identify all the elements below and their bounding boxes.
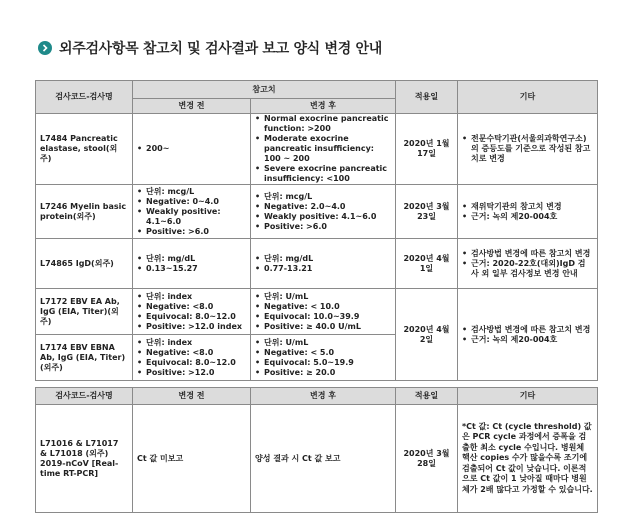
list-item: • 단위: U/mL — [264, 292, 391, 302]
header-after: 변경 후 — [251, 99, 396, 114]
list-item: • Negative: < 5.0 — [264, 348, 391, 358]
header-etc: 기타 — [458, 81, 598, 114]
row-code: L7246 Myelin basic protein(외주) — [36, 185, 133, 239]
list-item: • Normal exocrine pancreatic function: >200 — [264, 114, 391, 134]
list-item: • Positive: >6.0 — [146, 227, 246, 237]
chevron-right-icon — [38, 41, 52, 55]
table-row — [36, 405, 598, 513]
list-item: • 근거: 녹의 제20-004호 — [471, 212, 593, 222]
list-item: • 재위탁기관의 참고치 변경 — [471, 202, 593, 212]
list-item: • Equivocal: 8.0~12.0 — [146, 358, 246, 368]
list-item: • Equivocal: 5.0~19.9 — [264, 358, 391, 368]
header-date: 적용일 — [396, 388, 458, 405]
list-item: • Positive: ≥ 40.0 U/mL — [264, 322, 391, 332]
list-item: • Severe exocrine pancreatic insufficiency: <100 — [264, 164, 391, 184]
list-item: • 단위: index — [146, 338, 246, 348]
row-etc: *Ct 값: Ct (cycle threshold) 값은 PCR cycle 과정에서 증폭을 검출한 최소 cycle 수입니다. 병원체 핵산 copies 수가 많을수록 조기에 검출되어 Ct 값이 낮습니다. 이론적으로 Ct 값이 1 낮아질 때마다 병원체가 2배 많다고 가정할 수 있습니다. — [458, 405, 598, 513]
row-after — [251, 239, 396, 289]
row-code: L7174 EBV EBNA Ab, IgG (EIA, Titer)(외주) — [36, 335, 133, 381]
row-after: 양성 결과 시 Ct 값 보고 — [251, 405, 396, 513]
table-row — [36, 289, 598, 335]
row-after — [251, 185, 396, 239]
list-item: • Equivocal: 10.0~39.9 — [264, 312, 391, 322]
list-item: • 200~ — [146, 144, 246, 154]
list-item: • Positive: ≥ 20.0 — [264, 368, 391, 378]
list-item: • Negative: 2.0~4.0 — [264, 202, 391, 212]
row-code: L71016 & L71017 & L71018 (외주) 2019-nCoV [Real-time RT-PCR] — [36, 405, 133, 513]
table-header-row — [36, 388, 598, 405]
row-before — [133, 239, 251, 289]
list-item: • Positive: >6.0 — [264, 222, 391, 232]
list-item: • 단위: mcg/L — [264, 192, 391, 202]
row-before: Ct 값 미보고 — [133, 405, 251, 513]
list-item: • Equivocal: 8.0~12.0 — [146, 312, 246, 322]
report-format-change-table — [35, 387, 598, 513]
page-title-row — [38, 36, 382, 60]
row-code: L7484 Pancreatic elastase, stool(외주) — [36, 114, 133, 185]
row-after — [251, 289, 396, 335]
list-item: • 단위: mcg/L — [146, 187, 246, 197]
list-item: • Positive: >12.0 — [146, 368, 246, 378]
header-after: 변경 후 — [251, 388, 396, 405]
row-date: 2020년 4월 2일 — [396, 289, 458, 381]
header-date: 적용일 — [396, 81, 458, 114]
list-item: • Negative: < 10.0 — [264, 302, 391, 312]
list-item: • Negative: <8.0 — [146, 348, 246, 358]
row-code: L7172 EBV EA Ab, IgG (EIA, Titer)(외주) — [36, 289, 133, 335]
header-ref: 참고치 — [133, 81, 396, 99]
row-etc — [458, 114, 598, 185]
list-item: • 근거: 녹의 제20-004호 — [471, 335, 593, 345]
list-item: • 단위: index — [146, 292, 246, 302]
row-before — [133, 114, 251, 185]
row-before — [133, 185, 251, 239]
list-item: • 전문수탁기관(서울의과학연구소)의 증등도를 기준으로 작성된 참고치로 변경 — [471, 134, 593, 164]
row-after — [251, 114, 396, 185]
table-row — [36, 114, 598, 185]
list-item: • 0.13~15.27 — [146, 264, 246, 274]
header-code: 검사코드-검사명 — [36, 81, 133, 114]
list-item: • 검사방법 변경에 따른 참고치 변경 — [471, 249, 593, 259]
header-etc: 기타 — [458, 388, 598, 405]
list-item: • Positive: >12.0 index — [146, 322, 246, 332]
row-date: 2020년 1월 17일 — [396, 114, 458, 185]
header-before: 변경 전 — [133, 388, 251, 405]
row-etc — [458, 289, 598, 381]
row-code: L74865 IgD(외주) — [36, 239, 133, 289]
table-row — [36, 239, 598, 289]
list-item: • 단위: mg/dL — [146, 254, 246, 264]
list-item: • Weakly positive: 4.1~6.0 — [146, 207, 246, 227]
header-code: 검사코드-검사명 — [36, 388, 133, 405]
table-row — [36, 185, 598, 239]
list-item: • 0.77-13.21 — [264, 264, 391, 274]
list-item: • Negative: 0~4.0 — [146, 197, 246, 207]
row-date: 2020년 3월 28일 — [396, 405, 458, 513]
list-item: • 단위: mg/dL — [264, 254, 391, 264]
page-title: 외주검사항목 참고치 및 검사결과 보고 양식 변경 안내 — [59, 41, 382, 57]
table-header-row — [36, 81, 598, 99]
header-before: 변경 전 — [133, 99, 251, 114]
row-before — [133, 335, 251, 381]
list-item: • Moderate exocrine pancreatic insufficiency: 100 ~ 200 — [264, 134, 391, 164]
row-after — [251, 335, 396, 381]
list-item: • 근거: 2020-22호(대외)IgD 검사 외 일부 검사정보 변경 안내 — [471, 259, 593, 279]
list-item: • Negative: <8.0 — [146, 302, 246, 312]
row-etc — [458, 185, 598, 239]
list-item: • 단위: U/mL — [264, 338, 391, 348]
row-before — [133, 289, 251, 335]
list-item: • Weakly positive: 4.1~6.0 — [264, 212, 391, 222]
row-date: 2020년 3월 23일 — [396, 185, 458, 239]
list-item: • 검사방법 변경에 따른 참고치 변경 — [471, 325, 593, 335]
row-etc — [458, 239, 598, 289]
reference-change-table — [35, 80, 598, 381]
row-date: 2020년 4월 1일 — [396, 239, 458, 289]
